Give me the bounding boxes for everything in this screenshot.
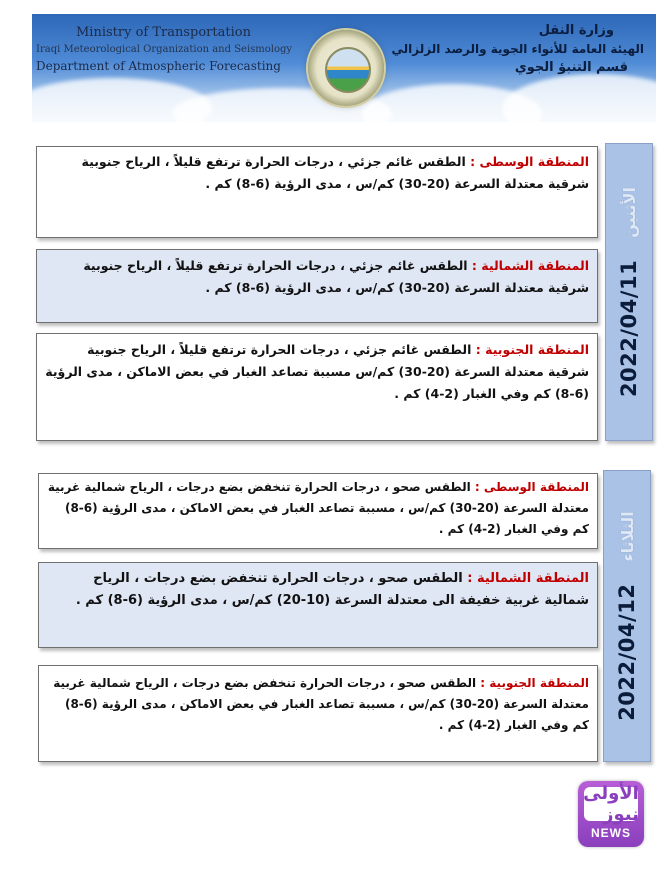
ministry-title-en: Ministry of Transportation (76, 25, 251, 40)
iraqi-meteorology-emblem-icon (308, 30, 384, 106)
forecast-card-central (38, 473, 598, 549)
forecast-card-northern (38, 562, 598, 648)
ministry-title-ar: وزارة النقل (538, 23, 614, 38)
forecast-text: الطقس صحو ، درجات الحرارة تنخفض بضع درجات ، الرياح شمالية غربية معتدلة السرعة (20-30) كم/س ، مسببة تصاعد الغبار في بعض الاماكن ، مدى الرؤية (6-8) كم وفي الغبار (2-4) كم . (47, 480, 589, 536)
forecast-text: الطقس صحو ، درجات الحرارة تنخفض بضع درجات ، الرياح شمالية غربية خفيفة الى معتدلة السرعة (10-20) كم/س ، مدى الرؤية (6-8) كم . (75, 571, 589, 608)
day-name: الثلاثاء (617, 511, 637, 562)
english-header (36, 24, 292, 75)
forecast-card-southern (38, 665, 598, 762)
region-label: المنطقة الشمالية : (471, 258, 589, 273)
watermark-brand: الأولى نيوز (583, 783, 639, 825)
region-label: المنطقة الجنوبية : (480, 676, 589, 690)
region-label: المنطقة الشمالية : (467, 571, 589, 586)
forecast-text: الطقس غائم جزئي ، درجات الحرارة ترتفع قليلاً ، الرياح جنوبية شرقية معتدلة السرعة (20-30) كم/س ، مدى الرؤية (6-8) كم . (83, 258, 589, 295)
forecast-text: الطقس صحو ، درجات الحرارة تنخفض بضع درجات ، الرياح شمالية غربية معتدلة السرعة (20-30) كم/س ، مسببة تصاعد الغبار في بعض الاماكن ، مدى الرؤية (6-8) كم وفي الغبار (2-4) كم . (53, 676, 589, 732)
forecast-text: الطقس غائم جزئي ، درجات الحرارة ترتفع قليلاً ، الرياح جنوبية شرقية معتدلة السرعة (20-30) كم/س ، مدى الرؤية (6-8) كم . (81, 154, 589, 191)
forecast-card-northern (36, 249, 598, 323)
forecast-date: 2022/04/11 (617, 259, 641, 398)
organization-title-en: Iraqi Meteorological Organization and Seismology (36, 44, 293, 55)
date-bar-day-2 (603, 470, 651, 762)
watermark-label: NEWS (591, 826, 631, 840)
organization-title-ar: الهيئة العامة للأنواء الجوية والرصد الزلزالي (391, 42, 644, 56)
arabic-header (392, 22, 644, 78)
forecast-card-central (36, 146, 598, 238)
region-label: المنطقة الوسطى : (470, 154, 589, 169)
date-bar-day-1 (605, 143, 653, 441)
header-banner (32, 14, 656, 122)
region-label: المنطقة الجنوبية : (475, 342, 589, 357)
department-title-ar: قسم التنبؤ الجوي (514, 60, 628, 75)
day-name: الأثنين (619, 186, 639, 238)
region-label: المنطقة الوسطى : (474, 480, 589, 494)
news-watermark-logo (578, 781, 644, 847)
forecast-text: الطقس غائم جزئي ، درجات الحرارة ترتفع قليلاً ، الرياح جنوبية شرقية معتدلة السرعة (20-30) كم/س مسببة تصاعد الغبار في بعض الاماكن ، مدى الرؤية (6-8) كم وفي الغبار (2-4) كم . (45, 342, 589, 401)
department-title-en: Department of Atmospheric Forecasting (36, 59, 281, 73)
forecast-date: 2022/04/12 (615, 583, 639, 721)
forecast-card-southern (36, 333, 598, 441)
